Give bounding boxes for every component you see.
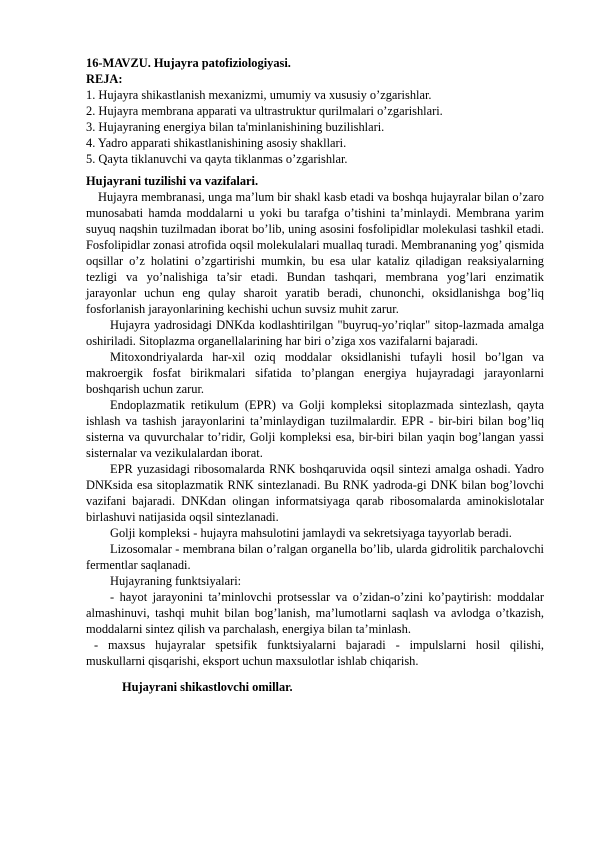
paragraph-mitochondria: Mitoxondriyalarda har-xil oziq moddalar oksidlanishi tufayli hosil bo’lgan va makroergik fosfat birikmalari sifatida to’plangan energiya hujayradagi jarayonlarni boshqarish uchun zarur. <box>86 350 544 396</box>
paragraph-function-1: - hayot jarayonini ta’minlovchi protsesslar va o’zidan-o’zini ko’paytirish: moddalar almashinuvi, tashqi muhit bilan bog’lanish, ma’lumotlarni saqlash va avlodga o’tkazish, moddalarni sintez qilish va parchalash, energiya bilan ta’minlash. <box>86 590 544 636</box>
section-heading: Hujayrani tuzilishi va vazifalari. <box>86 174 259 188</box>
plan-item-2: 2. Hujayra membrana apparati va ultrastruktur qurilmalari o’zgarishlari. <box>86 104 443 118</box>
paragraph-epr-golgi: Endoplazmatik retikulum (EPR) va Golji kompleksi sitoplazmada sintezlash, qayta ishlash va tashish jarayonlarini ta’minlaydigan tuzilmalardir. EPR - bir-biri bilan bog’liq sisterna va quvurchalar to’ridir, Golji kompleksi esa, bir-biri bilan yaqin bog’langan yassi sisternalar va vezikulalardan iborat. <box>86 398 544 460</box>
paragraph-golgi: Golji kompleksi - hujayra mahsulotini jamlaydi va sekretsiyaga tayyorlab beradi. <box>110 526 512 540</box>
document-page <box>86 55 544 695</box>
final-heading: Hujayrani shikastlovchi omillar. <box>122 680 293 694</box>
plan-item-5: 5. Qayta tiklanuvchi va qayta tiklanmas o’zgarishlar. <box>86 152 348 166</box>
paragraph-membrane: Hujayra membranasi, unga ma’lum bir shakl kasb etadi va boshqa hujayralar bilan o’zaro munosabati hamda moddalarni u yoki bu tarafga o’tishini ta’minlaydi. Membrana yarim suyuq naqshin tuzilmadan iborat bo’lib, uning asosini fosfolipidlar molekulasi tashkil etadi. Fosfolipidlar zonasi atrofida oqsil molekulalari muallaq turadi. Membrananing yog’ qismida oqsillar o’z holatini o’zgartirishi mumkin, bu esa ular kataliz qiladigan reaksiyalarning tezligi va yo’nalishiga ta’sir etadi. Bundan tashqari, membrana yog’lari enzimatik jarayonlar uchun eng qulay sharoit yaratib beradi, chunonchi, oksidlanishga bog’liq fosforlanish jarayonlarining kechishi uchun suvsiz muhit zarur. <box>86 190 544 316</box>
paragraph-lysosomes: Lizosomalar - membrana bilan o’ralgan organella bo’lib, ularda gidrolitik parchalovchi fermentlar saqlanadi. <box>86 542 544 572</box>
plan-item-3: 3. Hujayraning energiya bilan ta'minlanishining buzilishlari. <box>86 120 385 134</box>
paragraph-functions-label: Hujayraning funktsiyalari: <box>110 574 242 588</box>
plan-label: REJA: <box>86 72 123 86</box>
paragraph-function-2: - maxsus hujayralar spetsifik funktsiyalarni bajaradi - impulslarni hosil qilishi, muskullarni qisqarishi, eksport uchun maxsulotlar ishlab chiqarish. <box>86 638 544 668</box>
plan-item-4: 4. Yadro apparati shikastlanishining asosiy shakllari. <box>86 136 347 150</box>
plan-item-1: 1. Hujayra shikastlanish mexanizmi, umumiy va xususiy o’zgarishlar. <box>86 88 432 102</box>
document-title: 16-MAVZU. Hujayra patofiziologiyasi. <box>86 56 291 70</box>
paragraph-ribosomes: EPR yuzasidagi ribosomalarda RNK boshqaruvida oqsil sintezi amalga oshadi. Yadro DNKsida esa sitoplazmatik RNK sintezlanadi. Bu RNK yadroda-gi DNK bilan bog’lovchi vazifani bajaradi. DNKdan olingan informatsiyaga qarab ribosomalarda aminokislotalar birlashuvi natijasida oqsil sintezlanadi. <box>86 462 544 524</box>
paragraph-nucleus: Hujayra yadrosidagi DNKda kodlashtirilgan "buyruq-yo’riqlar" sitop-lazmada amalga oshiriladi. Sitoplazma organellalarining har biri o’ziga xos vazifalarni bajaradi. <box>86 318 544 348</box>
